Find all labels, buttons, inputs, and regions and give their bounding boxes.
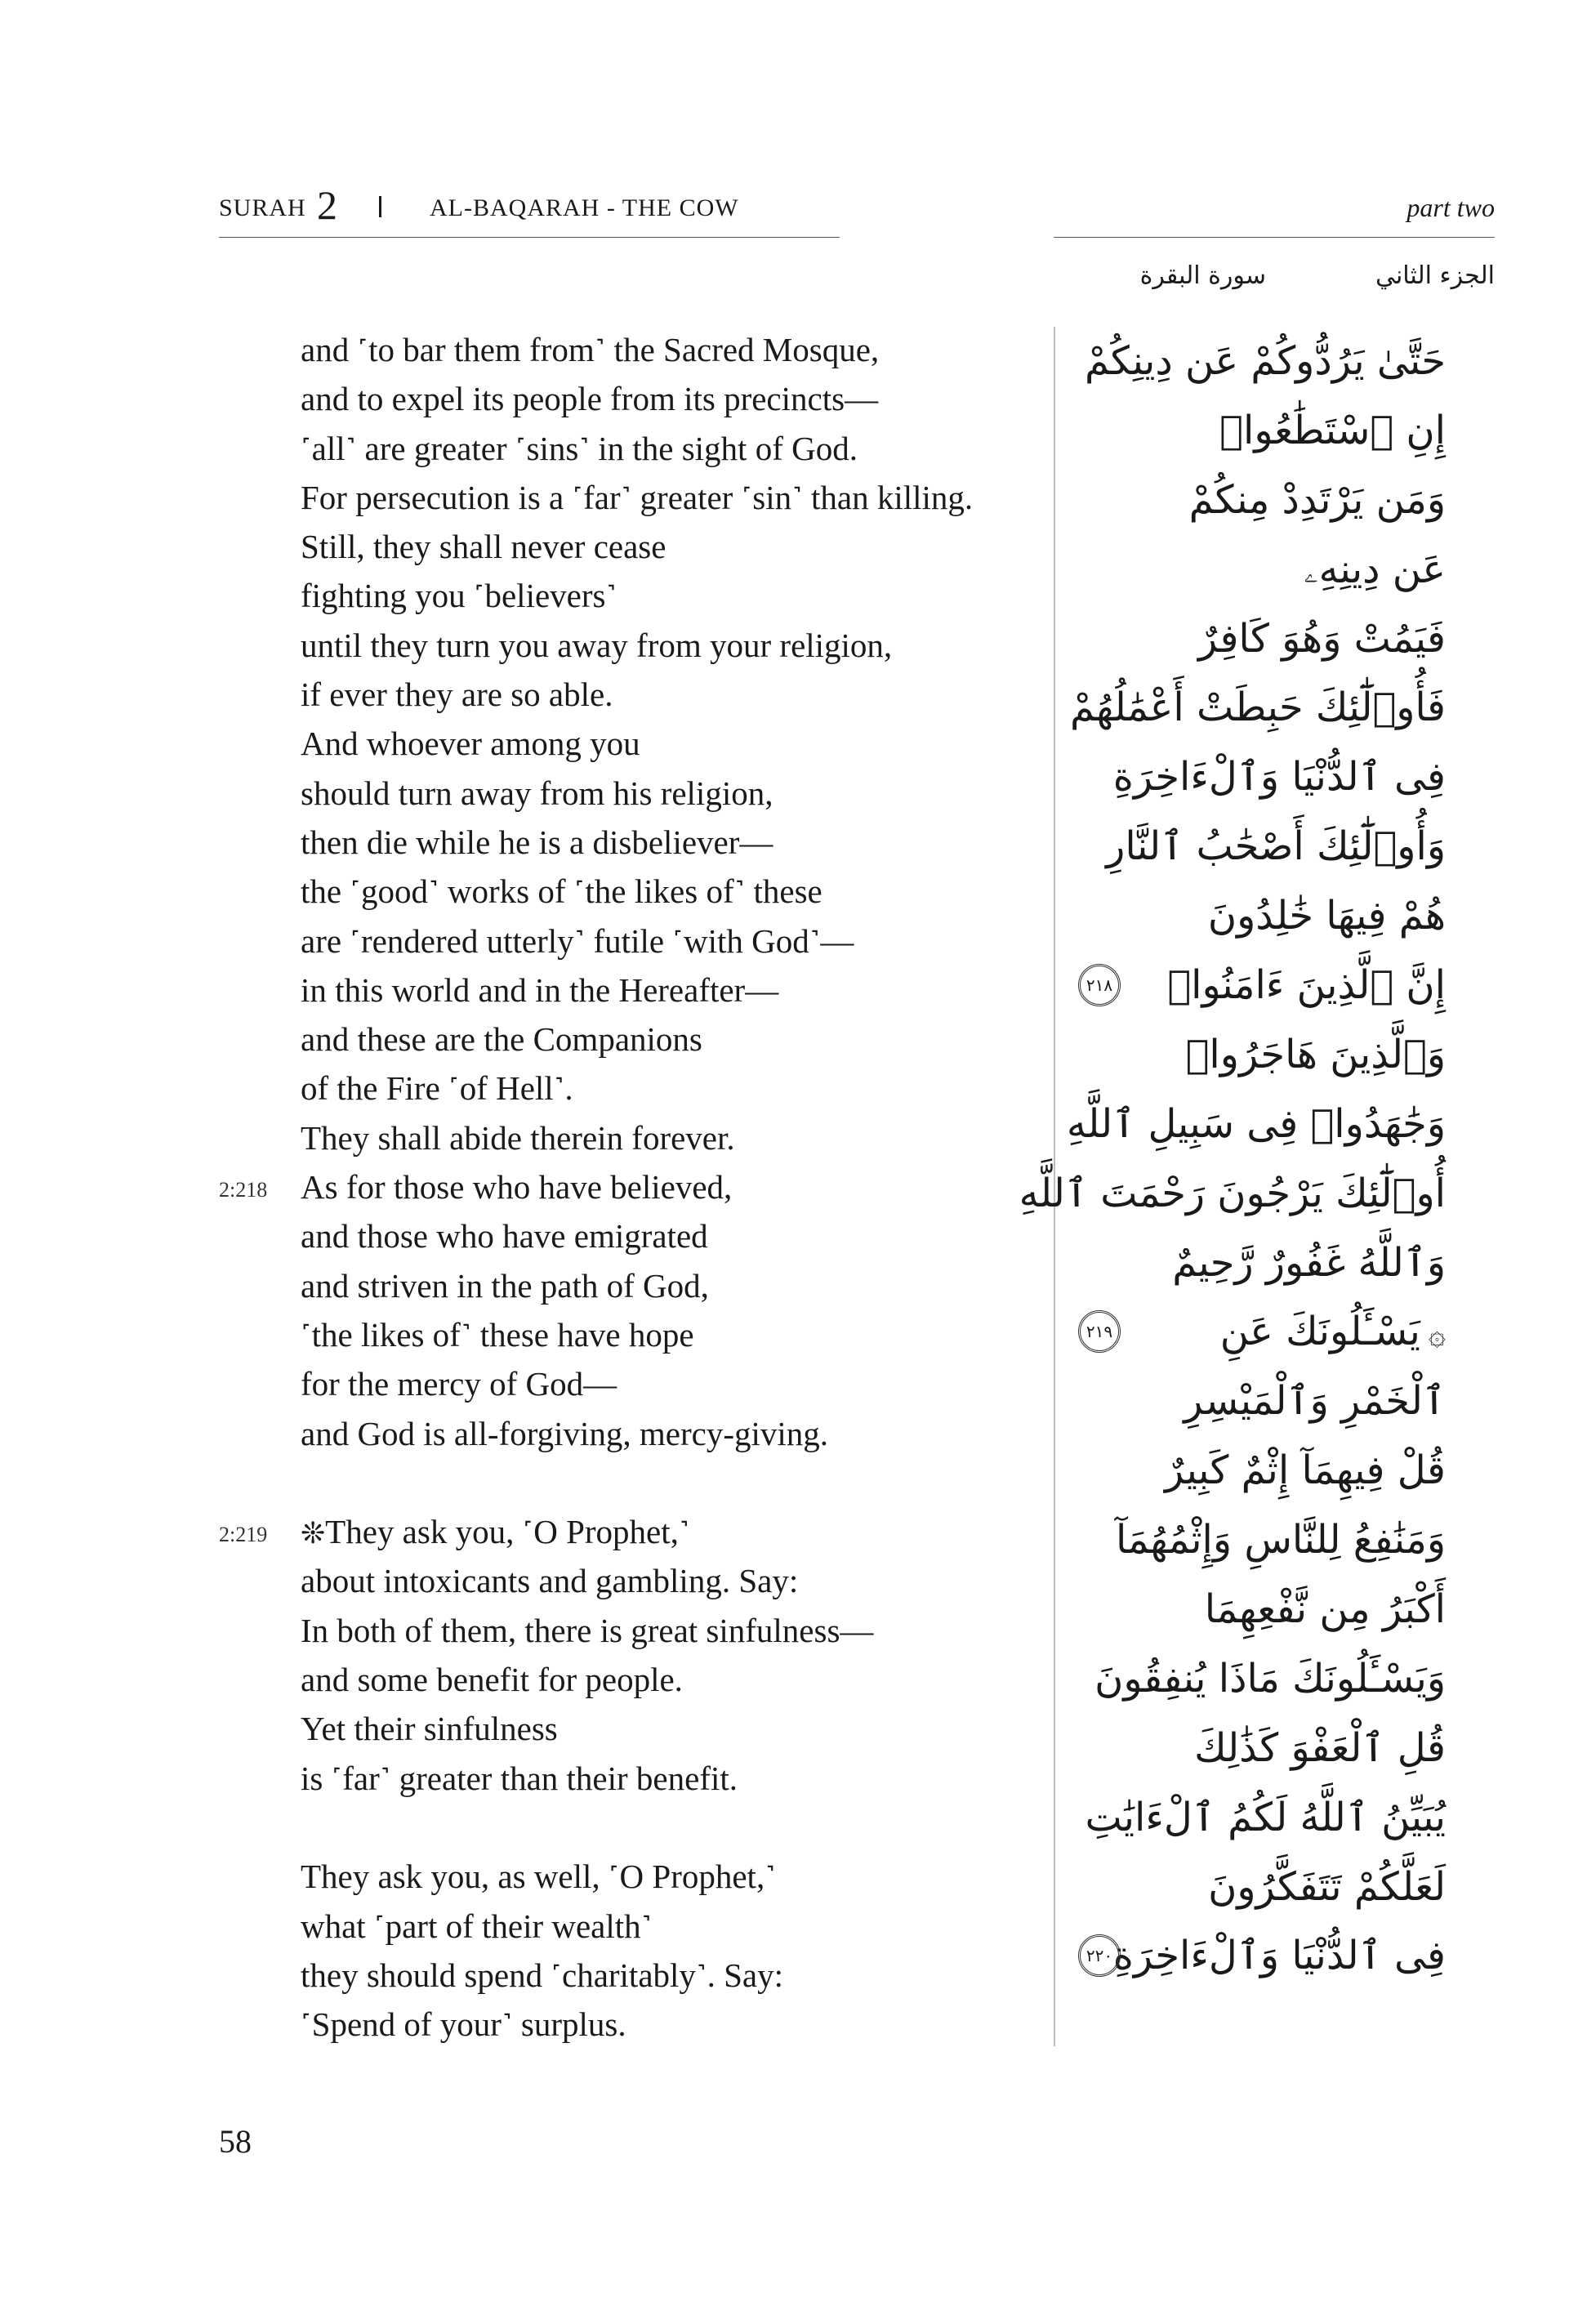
hizb-flower-icon: ❊ xyxy=(301,1517,326,1551)
english-line xyxy=(219,1507,1036,1556)
english-line xyxy=(301,1803,1036,1852)
english-line xyxy=(301,1902,1036,1951)
arabic-line-text: وَٱللَّهُ غَفُورٌ رَّحِيمٌ xyxy=(1172,1239,1446,1286)
english-line-text: and ˹to bar them from˺ the Sacred Mosque, xyxy=(301,331,880,368)
english-line xyxy=(301,867,1036,916)
arabic-line-text: أَكْبَرُ مِن نَّفْعِهِمَا xyxy=(1204,1586,1446,1633)
english-line xyxy=(301,1458,1036,1507)
header-rule-right xyxy=(1054,237,1495,238)
english-line-text: what ˹part of their wealth˺ xyxy=(301,1907,653,1945)
english-line-text: until they turn you away from your religion, xyxy=(301,626,893,664)
english-line xyxy=(301,473,1036,522)
english-line-text: ˹Spend of your˺ surplus. xyxy=(301,2005,626,2044)
english-line xyxy=(301,1852,1036,1901)
english-line xyxy=(301,1113,1036,1162)
ayah-number-marker: ٢٢٠ xyxy=(1078,1934,1121,1977)
english-line-text: is ˹far˺ greater than their benefit. xyxy=(301,1759,738,1797)
english-line xyxy=(301,424,1036,473)
arabic-line xyxy=(1086,327,1511,396)
english-line-text: and some benefit for people. xyxy=(301,1661,683,1699)
english-line-text: ˹the likes of˺ these have hope xyxy=(301,1315,694,1354)
english-line-text: fighting you ˹believers˺ xyxy=(301,577,617,615)
arabic-line-text: قُلِ ٱلْعَفْوَ كَذَٰلِكَ xyxy=(1194,1724,1446,1771)
arabic-header xyxy=(1094,261,1495,302)
english-line xyxy=(301,1951,1036,2000)
english-line xyxy=(301,1606,1036,1655)
arabic-line-text: وَمَنَٰفِعُ لِلنَّاسِ وَإِثْمُهُمَآ xyxy=(1115,1517,1446,1563)
english-line-text: then die while he is a disbeliever— xyxy=(301,823,773,861)
rub-el-hizb-icon: ۞ xyxy=(1428,1318,1446,1353)
english-line-text: and God is all-forgiving, mercy-giving. xyxy=(301,1414,829,1452)
english-line-text: ˹all˺ are greater ˹sins˺ in the sight of God. xyxy=(301,429,858,467)
part-label: part two xyxy=(1407,193,1495,222)
english-line xyxy=(301,1556,1036,1605)
english-line-text: are ˹rendered utterly˺ futile ˹with God˺— xyxy=(301,921,854,960)
arabic-line-text: فَيَمُتْ وَهُوَ كَافِرٌ xyxy=(1197,615,1446,662)
arabic-line xyxy=(1086,1020,1511,1090)
english-line xyxy=(301,1704,1036,1753)
arabic-line xyxy=(1086,743,1511,812)
arabic-line xyxy=(1086,1853,1511,1922)
arabic-line xyxy=(1086,881,1511,951)
arabic-line xyxy=(1086,1297,1511,1367)
arabic-line-text: يَسْـَٔلُونَكَ عَنِ xyxy=(1219,1309,1420,1355)
arabic-line-text: يُبَيِّنُ ٱللَّهُ لَكُمُ ٱلْءَايَٰتِ xyxy=(1085,1794,1446,1840)
arabic-line xyxy=(1070,673,1511,743)
english-line-text: about intoxicants and gambling. Say: xyxy=(301,1562,799,1600)
verse-reference: 2:219 xyxy=(219,1523,268,1547)
english-line xyxy=(219,1162,1036,1211)
english-line-text: the ˹good˺ works of ˹the likes of˺ these xyxy=(301,872,823,911)
english-line-text: Still, they shall never cease xyxy=(301,528,666,566)
english-line xyxy=(301,1754,1036,1803)
english-line-text: For persecution is a ˹far˺ greater ˹sin˺ than killing. xyxy=(301,478,974,516)
arabic-line-text: إِنَّ ٱلَّذِينَ ءَامَنُوا۟ xyxy=(1167,962,1446,1009)
english-line-text: They shall abide therein forever. xyxy=(301,1118,735,1157)
english-line-text: for the mercy of God— xyxy=(301,1365,617,1403)
arabic-line-text: وَيَسْـَٔلُونَكَ مَاذَا يُنفِقُونَ xyxy=(1094,1655,1446,1702)
english-line-text: They ask you, as well, ˹O Prophet,˺ xyxy=(301,1858,776,1896)
english-line xyxy=(301,769,1036,818)
arabic-line xyxy=(1086,1714,1511,1783)
english-line-text: They ask you, ˹O Prophet,˺ xyxy=(325,1513,690,1551)
arabic-line xyxy=(1086,466,1511,535)
arabic-line-text: فَأُو۟لَٰٓئِكَ حَبِطَتْ أَعْمَٰلُهُمْ xyxy=(1070,685,1446,731)
arabic-line-text: فِى ٱلدُّنْيَا وَٱلْءَاخِرَةِ xyxy=(1112,1933,1446,1979)
english-line-text: in this world and in the Hereafter— xyxy=(301,970,779,1009)
english-line-text: should turn away from his religion, xyxy=(301,774,773,812)
arabic-text-column xyxy=(1019,327,1511,1991)
header-separator xyxy=(379,196,381,217)
english-line xyxy=(301,966,1036,1015)
running-header xyxy=(219,182,1495,235)
english-line xyxy=(301,2000,1036,2049)
ayah-number-marker: ٢١٩ xyxy=(1078,1310,1121,1353)
english-line xyxy=(301,1409,1036,1458)
english-line xyxy=(301,1211,1036,1260)
english-line-text: and striven in the path of God, xyxy=(301,1266,709,1305)
arabic-line-text: وَمَن يَرْتَدِدْ مِنكُمْ xyxy=(1188,476,1446,523)
arabic-line-text: ٱلْخَمْرِ وَٱلْمَيْسِرِ xyxy=(1184,1378,1446,1425)
english-line xyxy=(301,1261,1036,1310)
arabic-line-text: أُو۟لَٰٓئِكَ يَرْجُونَ رَحْمَتَ ٱللَّهِ xyxy=(1019,1170,1446,1216)
surah-number: 2 xyxy=(317,182,337,228)
arabic-line xyxy=(1086,1367,1511,1436)
arabic-line-text: عَن دِينِهِۦ xyxy=(1304,546,1446,592)
arabic-line xyxy=(1019,1159,1511,1229)
english-line-text: and those who have emigrated xyxy=(301,1217,708,1256)
arabic-line-text: إِنِ ٱسْتَطَٰعُوا۟ xyxy=(1219,407,1446,453)
english-line xyxy=(301,522,1036,571)
arabic-line xyxy=(1086,1229,1511,1298)
english-line xyxy=(301,571,1036,620)
english-line-text: As for those who have believed, xyxy=(301,1168,733,1207)
english-line-text: and these are the Companions xyxy=(301,1020,702,1059)
english-line-text: of the Fire ˹of Hell˺. xyxy=(301,1069,573,1108)
english-line xyxy=(301,1015,1036,1064)
english-translation-column xyxy=(219,325,1036,2049)
english-line-text: if ever they are so able. xyxy=(301,676,613,714)
verse-reference: 2:218 xyxy=(219,1178,268,1202)
arabic-line-text: فِى ٱلدُّنْيَا وَٱلْءَاخِرَةِ xyxy=(1112,754,1446,801)
english-line xyxy=(301,325,1036,374)
arabic-line xyxy=(1066,1090,1511,1159)
english-line xyxy=(301,621,1036,670)
surah-label: SURAH xyxy=(219,194,306,221)
english-line-text: In both of them, there is great sinfulness— xyxy=(301,1611,874,1649)
arabic-line xyxy=(1086,951,1511,1020)
arabic-line xyxy=(1086,535,1511,604)
english-line xyxy=(301,917,1036,966)
page-number: 58 xyxy=(219,2123,252,2160)
surah-name: AL-BAQARAH - THE COW xyxy=(430,194,739,221)
arabic-line xyxy=(1086,1921,1511,1991)
english-line-text: And whoever among you xyxy=(301,725,640,763)
english-line-text: Yet their sinfulness xyxy=(301,1710,558,1748)
ayah-number-marker: ٢١٨ xyxy=(1078,964,1121,1006)
english-line-text: and to expel its people from its precincts— xyxy=(301,380,879,418)
arabic-line-text: وَجَٰهَدُوا۟ فِى سَبِيلِ ٱللَّهِ xyxy=(1066,1100,1446,1147)
arabic-line xyxy=(1086,1436,1511,1505)
arabic-line xyxy=(1086,1575,1511,1644)
english-line xyxy=(301,374,1036,423)
header-rule-left xyxy=(219,237,840,238)
english-line xyxy=(301,670,1036,719)
english-line xyxy=(301,818,1036,867)
arabic-surah-label: سورة البقرة xyxy=(1139,261,1266,290)
arabic-line-text: قُلْ فِيهِمَآ إِثْمٌ كَبِيرٌ xyxy=(1165,1447,1446,1494)
english-line xyxy=(301,1655,1036,1704)
arabic-line xyxy=(1086,812,1511,881)
arabic-line xyxy=(1086,396,1511,466)
arabic-line xyxy=(1086,1783,1511,1853)
english-line xyxy=(301,1310,1036,1359)
english-line xyxy=(301,1359,1036,1408)
english-line xyxy=(301,1064,1036,1113)
arabic-line-text: لَعَلَّكُمْ تَتَفَكَّرُونَ xyxy=(1208,1863,1446,1910)
arabic-line-text: حَتَّىٰ يَرُدُّوكُمْ عَن دِينِكُمْ xyxy=(1085,338,1446,384)
arabic-line-text: هُمْ فِيهَا خَٰلِدُونَ xyxy=(1207,893,1446,939)
english-line xyxy=(301,719,1036,768)
arabic-line-text: وَٱلَّذِينَ هَاجَرُوا۟ xyxy=(1185,1031,1446,1077)
arabic-line xyxy=(1086,604,1511,674)
arabic-juz-label: الجزء الثاني xyxy=(1375,261,1495,290)
arabic-line xyxy=(1086,1644,1511,1714)
english-line-text: they should spend ˹charitably˺. Say: xyxy=(301,1956,783,1994)
arabic-line-text: وَأُو۟لَٰٓئِكَ أَصْحَٰبُ ٱلنَّارِ xyxy=(1106,823,1446,870)
arabic-line xyxy=(1086,1505,1511,1575)
